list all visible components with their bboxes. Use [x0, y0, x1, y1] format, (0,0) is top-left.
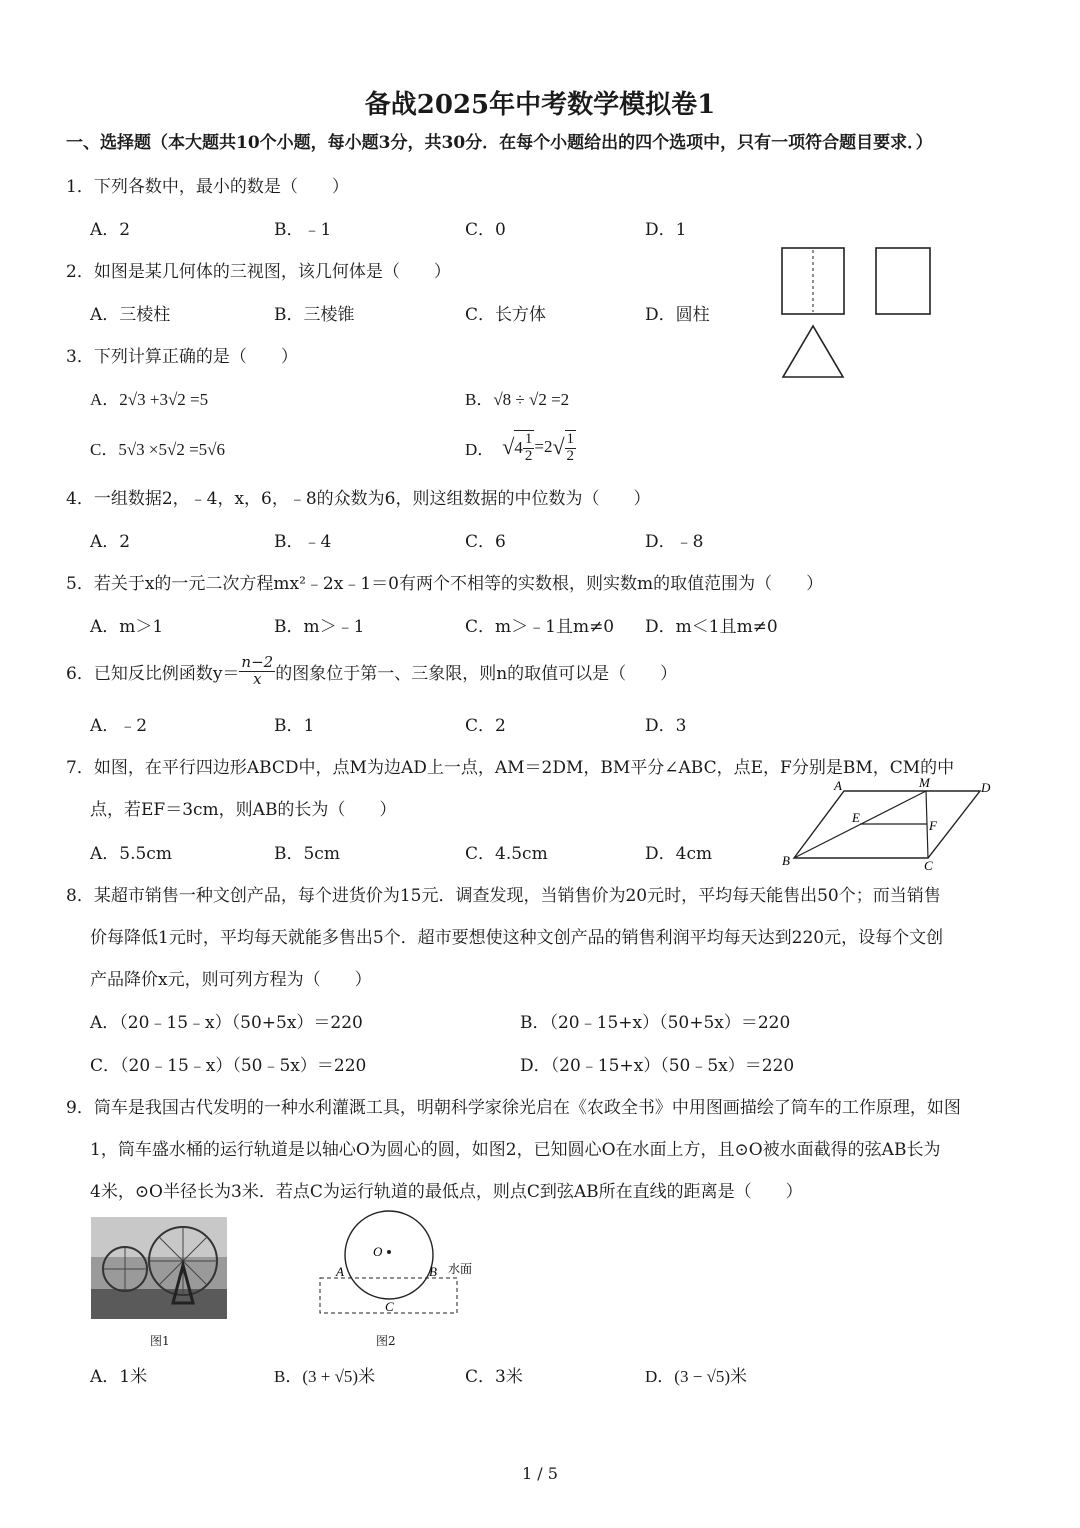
question-9-line2: 1，筒车盛水桶的运行轨道是以轴心O为圆心的圆，如图2，已知圆心O在水面上方，且⊙O被水面截得的弦AB长为	[90, 1140, 941, 1160]
question-8-line3: 产品降价x元，则可列方程为（ ）	[90, 970, 372, 990]
q1-option-b: B．﹣1	[274, 220, 332, 240]
q2-option-b: B．三棱锥	[274, 305, 355, 325]
q2-option-d: D．圆柱	[645, 305, 710, 325]
q9-option-b: B．(3 + √5)米	[274, 1367, 376, 1386]
radical-sign-2: √	[552, 434, 565, 459]
question-2: 2．如图是某几何体的三视图，该几何体是（ ）	[66, 262, 451, 282]
q8-option-b: B．（20﹣15+x）（50+5x）＝220	[520, 1013, 791, 1033]
q7-option-b: B．5cm	[274, 844, 340, 864]
question-3: 3．下列计算正确的是（ ）	[66, 347, 298, 367]
label-b: B	[429, 1264, 437, 1279]
figure-1-caption: 图1	[150, 1334, 170, 1348]
q6-stem-pre: 6．已知反比例函数y＝	[66, 663, 240, 684]
q6-fraction: $\frac{n-2}{x}$	[241, 652, 274, 688]
label-c: C	[385, 1299, 394, 1314]
radical-sign: √	[502, 434, 515, 459]
three-view-figure	[780, 246, 935, 381]
q2-option-c: C．长方体	[465, 305, 547, 325]
circle-water-diagram	[315, 1210, 485, 1320]
top-view	[783, 326, 843, 377]
q4-option-a: A．2	[90, 532, 131, 552]
question-9-line3: 4米，⊙O半径长为3米．若点C为运行轨道的最低点，则点C到弦AB所在直线的距离是（ ）	[90, 1182, 803, 1202]
q7-option-d: D．4cm	[645, 844, 713, 864]
question-7-line2: 点，若EF＝3cm，则AB的长为（ ）	[90, 800, 397, 820]
q4-option-d: D．﹣8	[645, 532, 704, 552]
q3-d-int: 4	[514, 438, 523, 457]
q4-option-c: C．6	[465, 532, 506, 552]
page-title: 备战2025年中考数学模拟卷1	[364, 90, 716, 120]
parallelogram-figure	[778, 776, 998, 871]
q6-option-b: B．1	[274, 716, 315, 736]
q9-option-c: C．3米	[465, 1367, 523, 1387]
section-heading: 一、选择题（本大题共10个小题，每小题3分，共30分．在每个小题给出的四个选项中，只有一项符合题目要求．）	[66, 133, 933, 153]
q3-d-frac1: $\frac{1}{2}$	[524, 430, 533, 464]
label-o: O	[373, 1244, 383, 1259]
water-label: 水面	[448, 1262, 473, 1276]
label-a: A	[336, 1264, 344, 1279]
side-view	[876, 248, 930, 314]
q6-option-d: D．3	[645, 716, 687, 736]
question-9-line1: 9．筒车是我国古代发明的一种水利灌溉工具，明朝科学家徐光启在《农政全书》中用图画描绘了筒车的工作原理，如图	[66, 1098, 961, 1118]
q9-option-d: D．(3 − √5)米	[645, 1367, 748, 1386]
q8-option-c: C．（20﹣15﹣x）（50﹣5x）＝220	[90, 1056, 367, 1076]
question-8-line1: 8．某超市销售一种文创产品，每个进货价为15元．调查发现，当销售价为20元时，平均每天能售出50个；而当销售	[66, 886, 941, 906]
q1-option-c: C．0	[465, 220, 506, 240]
center-dot	[387, 1250, 391, 1254]
question-8-line2: 价每降低1元时，平均每天就能多售出5个．超市要想使这种文创产品的销售利润平均每天达到220元，设每个文创	[90, 928, 944, 948]
q5-option-c: C．m＞﹣1且m≠0	[465, 617, 615, 637]
label-a: A	[834, 778, 842, 793]
figure-2-caption: 图2	[376, 1334, 396, 1348]
q3-option-a: A．2√3 +3√2 =5	[90, 390, 209, 409]
question-4: 4．一组数据2，﹣4，x，6，﹣8的众数为6，则这组数据的中位数为（ ）	[66, 489, 651, 509]
question-6	[66, 650, 677, 692]
q5-option-a: A．m＞1	[90, 617, 164, 637]
q3-d-prefix: D．	[465, 439, 495, 459]
q8-option-d: D．（20﹣15+x）（50﹣5x）＝220	[520, 1056, 795, 1076]
q1-option-d: D．1	[645, 220, 687, 240]
waterwheel-photo	[91, 1217, 227, 1319]
label-b: B	[782, 853, 790, 868]
q3-option-d	[465, 424, 576, 470]
q8-option-a: A．（20﹣15﹣x）（50+5x）＝220	[90, 1013, 363, 1033]
q1-option-a: A．2	[90, 220, 131, 240]
q3-option-b: B．√8 ÷ √2 =2	[465, 390, 570, 409]
q4-option-b: B．﹣4	[274, 532, 332, 552]
q6-stem-post: 的图象位于第一、三象限，则n的取值可以是（ ）	[275, 663, 678, 684]
q9-option-a: A．1米	[90, 1367, 148, 1387]
q7-option-c: C．4.5cm	[465, 844, 548, 864]
q5-option-d: D．m＜1且m≠0	[645, 617, 778, 637]
question-1: 1．下列各数中，最小的数是（ ）	[66, 177, 349, 197]
page-number: 1 / 5	[522, 1464, 558, 1483]
q2-option-a: A．三棱柱	[90, 305, 171, 325]
question-5: 5．若关于x的一元二次方程mx²﹣2x﹣1＝0有两个不相等的实数根，则实数m的取值范围为（ ）	[66, 574, 824, 594]
track-circle	[345, 1211, 433, 1299]
q5-option-b: B．m＞﹣1	[274, 617, 365, 637]
question-7-line1: 7．如图，在平行四边形ABCD中，点M为边AD上一点，AM＝2DM，BM平分∠ABC，点E，F分别是BM，CM的中	[66, 758, 955, 778]
q6-option-a: A．﹣2	[90, 716, 148, 736]
q7-option-a: A．5.5cm	[90, 844, 172, 864]
label-m: M	[919, 775, 930, 790]
label-f: F	[929, 818, 937, 833]
q3-d-frac2: $\frac{1}{2}$	[566, 430, 575, 464]
q6-option-c: C．2	[465, 716, 506, 736]
label-e: E	[852, 810, 860, 825]
label-c: C	[924, 858, 933, 873]
q3-d-eq: =2	[534, 437, 553, 456]
q3-option-c: C．5√3 ×5√2 =5√6	[90, 440, 226, 459]
label-d: D	[981, 780, 991, 795]
